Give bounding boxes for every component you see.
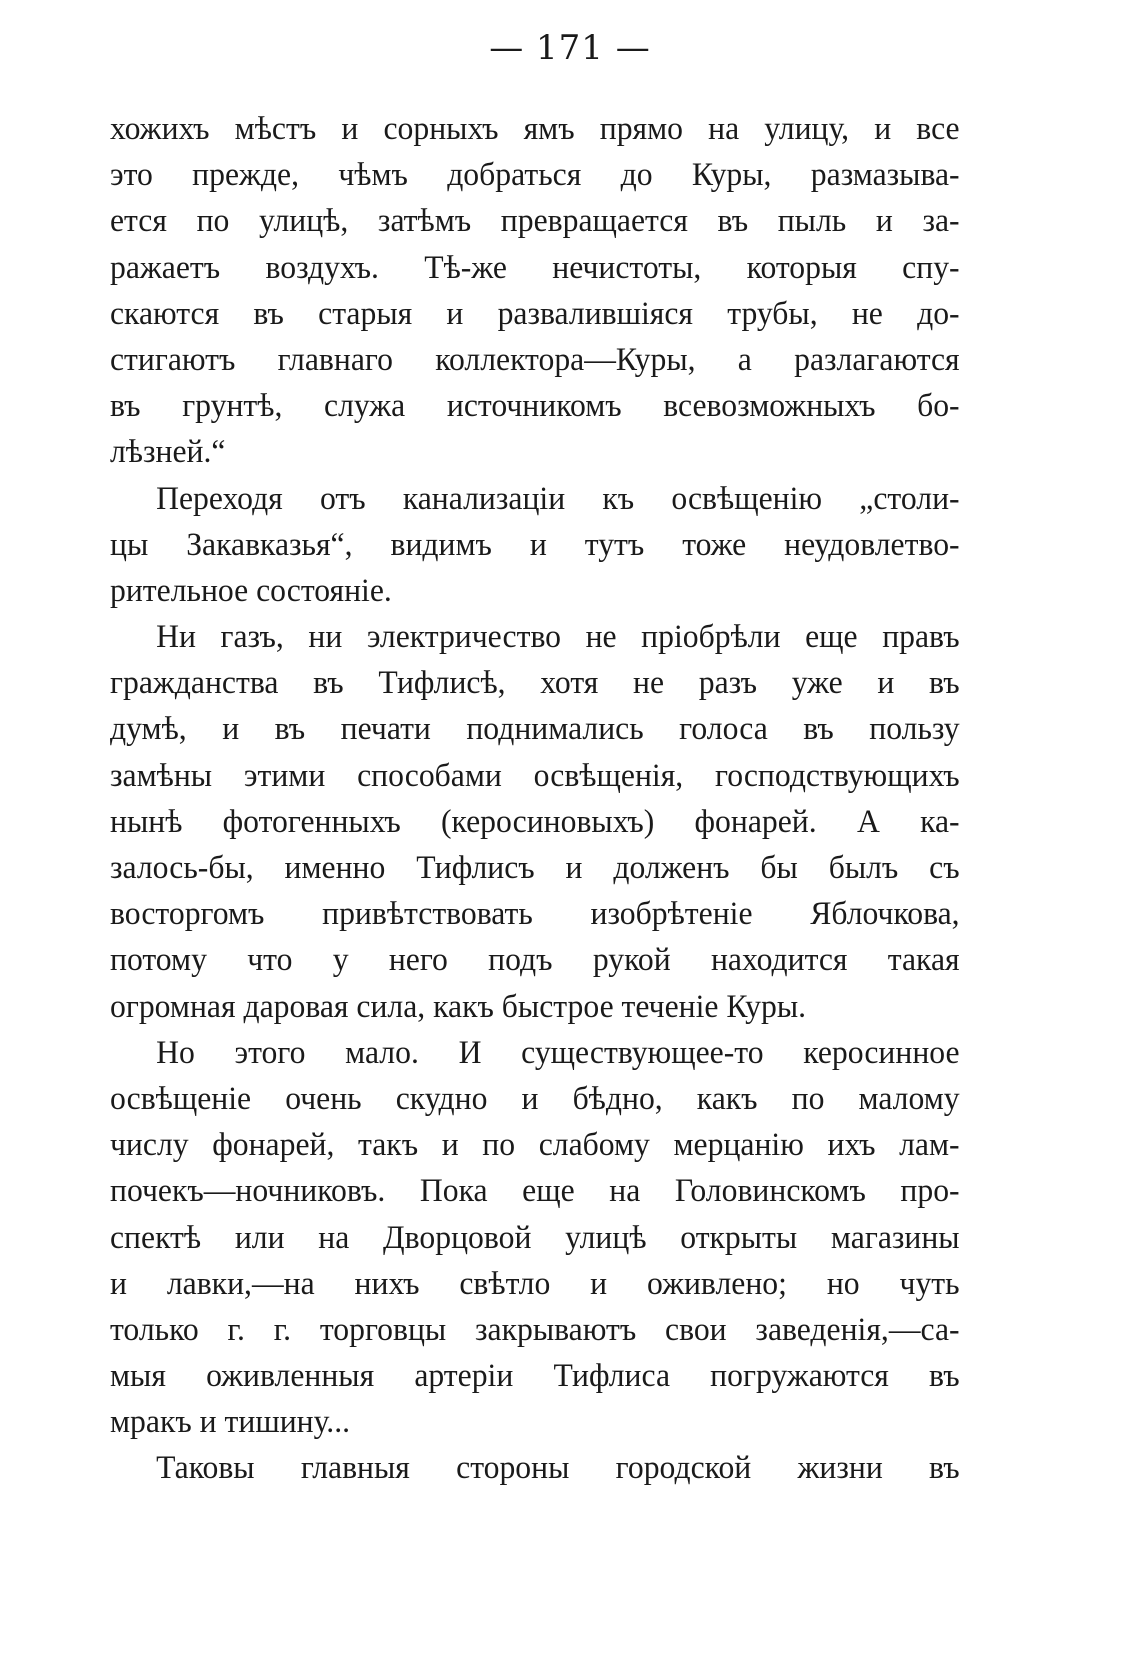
text-line: гражданства въ Тифлисѣ, хотя не разъ уже и въ bbox=[110, 665, 960, 702]
text-line: Таковы главныя стороны городской жизни въ bbox=[156, 1450, 960, 1487]
text-line: огромная даровая сила, какъ быстрое теченіе Куры. bbox=[110, 988, 807, 1025]
text-line: ется по улицѣ, затѣмъ превращается въ пыль и за- bbox=[110, 203, 960, 240]
text-line: почекъ—ночниковъ. Пока еще на Головинскомъ про- bbox=[110, 1173, 960, 1210]
text-line: мракъ и тишину... bbox=[110, 1404, 351, 1441]
text-line: числу фонарей, такъ и по слабому мерцанію ихъ лам- bbox=[110, 1127, 960, 1164]
text-line: Переходя отъ канализаціи къ освѣщенію „столи- bbox=[156, 480, 960, 517]
text-line: думѣ, и въ печати поднимались голоса въ пользу bbox=[110, 711, 960, 748]
text-line: стигаютъ главнаго коллектора—Куры, а разлагаются bbox=[110, 341, 960, 378]
text-line: и лавки,—на нихъ свѣтло и оживлено; но чуть bbox=[110, 1265, 960, 1302]
text-line: въ грунтѣ, служа источникомъ всевозможныхъ бо- bbox=[110, 388, 960, 425]
text-line: освѣщеніе очень скудно и бѣдно, какъ по малому bbox=[110, 1080, 960, 1117]
text-line: это прежде, чѣмъ добраться до Куры, размазыва- bbox=[110, 157, 960, 194]
text-line: замѣны этими способами освѣщенія, господствующихъ bbox=[110, 757, 960, 794]
text-line: восторгомъ привѣтствовать изобрѣтеніе Яблочкова, bbox=[110, 896, 960, 933]
text-line: мыя оживленныя артеріи Тифлиса погружаются въ bbox=[110, 1358, 960, 1395]
text-line: лѣзней.“ bbox=[110, 434, 226, 471]
text-line: Ни газъ, ни электричество не пріобрѣли еще правъ bbox=[156, 619, 960, 656]
text-line: хожихъ мѣстъ и сорныхъ ямъ прямо на улицу, и все bbox=[110, 111, 960, 147]
text-line: потому что у него подъ рукой находится такая bbox=[110, 942, 960, 979]
text-line: нынѣ фотогенныхъ (керосиновыхъ) фонарей. А ка- bbox=[110, 803, 960, 840]
text-line: ражаетъ воздухъ. Тѣ-же нечистоты, которыя спу- bbox=[110, 249, 960, 286]
text-line: Но этого мало. И существующее-то керосинное bbox=[156, 1034, 960, 1071]
text-line: залось-бы, именно Тифлисъ и долженъ бы былъ съ bbox=[110, 850, 960, 886]
text-line: рительное состояніе. bbox=[110, 572, 392, 609]
text-line: скаются въ старыя и развалившіяся трубы, не до- bbox=[110, 295, 960, 332]
text-line: спектѣ или на Дворцовой улицѣ открыты магазины bbox=[110, 1219, 960, 1256]
text-line: цы Закавказья“, видимъ и тутъ тоже неудовлетво- bbox=[110, 526, 960, 563]
body-text bbox=[110, 106, 960, 1492]
page-number: — 171 — bbox=[489, 28, 651, 68]
text-line: только г. г. торговцы закрываютъ свои заведенія,—са- bbox=[110, 1311, 960, 1348]
